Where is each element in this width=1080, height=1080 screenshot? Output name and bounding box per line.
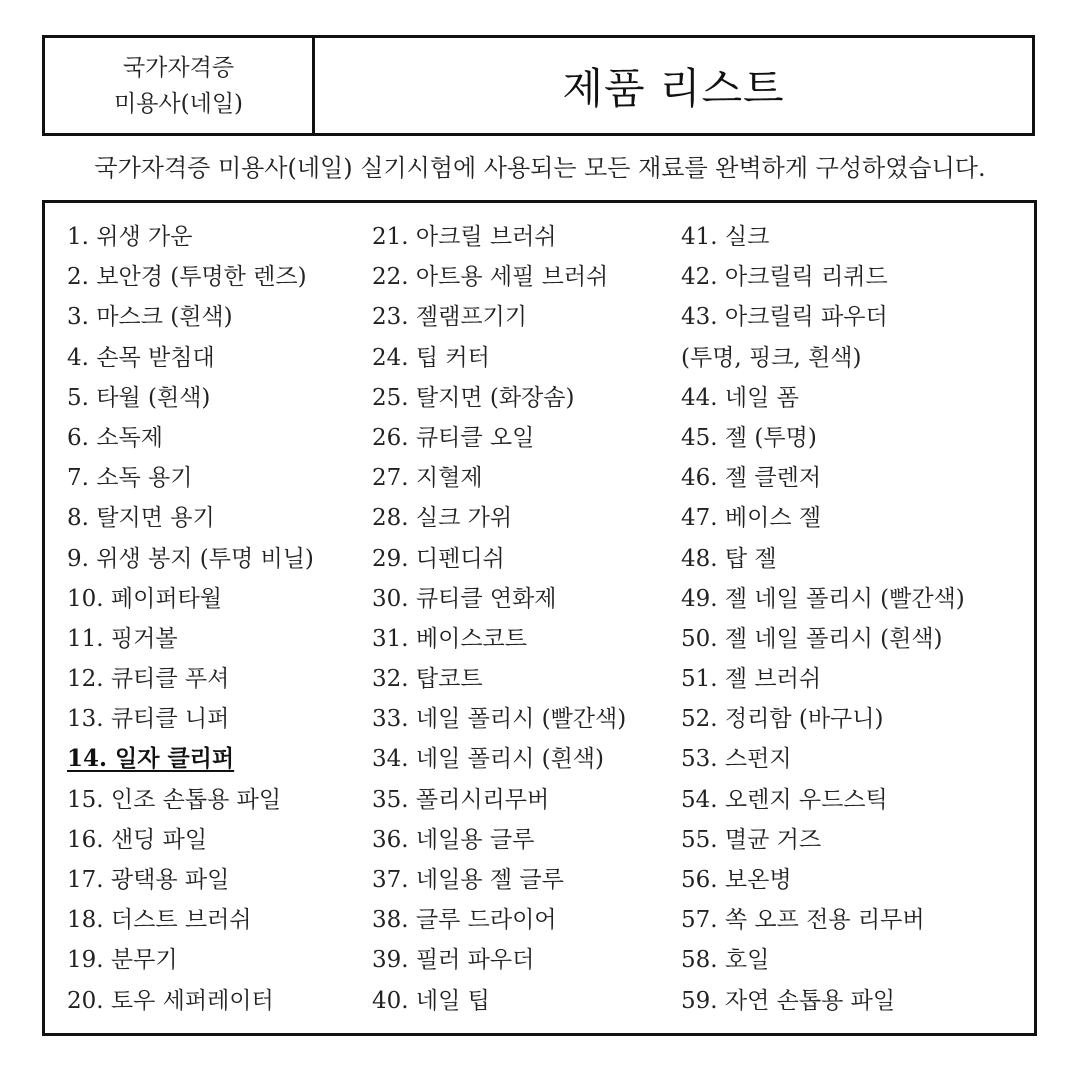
- list-item: 45. 젤 (투명): [681, 424, 817, 451]
- list-item: 31. 베이스코트: [372, 625, 527, 652]
- product-column-3: [681, 217, 965, 1021]
- list-item: 23. 젤램프기기: [372, 304, 527, 331]
- list-item: 38. 글루 드라이어: [372, 907, 557, 934]
- product-column-1: [67, 217, 314, 1021]
- description-text: 국가자격증 미용사(네일) 실기시험에 사용되는 모든 재료를 완벽하게 구성하였습니다.: [94, 154, 986, 182]
- list-item: 33. 네일 폴리시 (빨간색): [372, 706, 627, 733]
- list-item-emphasized: 14. 일자 클리퍼: [67, 745, 235, 773]
- list-item: 43. 아크릴릭 파우더: [681, 304, 888, 331]
- list-item: 3. 마스크 (흰색): [67, 304, 233, 331]
- list-item: 4. 손목 받침대: [67, 344, 215, 371]
- list-item: 51. 젤 브러쉬: [681, 666, 822, 693]
- list-item: 48. 탑 젤: [681, 545, 777, 572]
- list-item: 13. 큐티클 니퍼: [67, 706, 230, 733]
- list-item: 8. 탈지면 용기: [67, 505, 215, 532]
- certification-line-1: 국가자격증: [122, 54, 235, 81]
- list-item: 47. 베이스 젤: [681, 505, 822, 532]
- list-item: 26. 큐티클 오일: [372, 424, 535, 451]
- list-item: 56. 보온병: [681, 867, 792, 893]
- list-item: 12. 큐티클 푸셔: [67, 666, 230, 693]
- product-column-2: [372, 217, 626, 1021]
- list-item: 37. 네일용 젤 글루: [372, 867, 564, 893]
- list-item: 42. 아크릴릭 리퀴드: [681, 264, 888, 291]
- list-item: 54. 오렌지 우드스틱: [681, 786, 888, 813]
- list-item: 9. 위생 봉지 (투명 비닐): [67, 545, 314, 572]
- page-title: 제품 리스트: [562, 63, 785, 113]
- list-item: 53. 스펀지: [681, 746, 792, 773]
- list-item: 59. 자연 손톱용 파일: [681, 987, 896, 1014]
- list-item: 21. 아크릴 브러쉬: [372, 224, 557, 250]
- list-item: 41. 실크: [681, 224, 770, 250]
- product-list: [42, 200, 1037, 1036]
- list-item: 39. 필러 파우더: [372, 947, 535, 974]
- list-item: 24. 팁 커터: [372, 344, 490, 371]
- list-item: 1. 위생 가운: [67, 224, 193, 250]
- list-item: 58. 호일: [681, 947, 770, 974]
- list-item: 11. 핑거볼: [67, 625, 178, 652]
- list-item: 57. 쏙 오프 전용 리무버: [681, 907, 925, 934]
- list-item: 49. 젤 네일 폴리시 (빨간색): [681, 585, 965, 612]
- list-item: 19. 분무기: [67, 947, 178, 974]
- list-item: 27. 지혈제: [372, 465, 483, 492]
- list-item: 25. 탈지면 (화장솜): [372, 384, 575, 411]
- list-item: 50. 젤 네일 폴리시 (흰색): [681, 625, 943, 652]
- list-item: 7. 소독 용기: [67, 465, 193, 492]
- list-item: 18. 더스트 브러쉬: [67, 907, 252, 934]
- list-item: 6. 소독제: [67, 424, 163, 451]
- list-item: 35. 폴리시리무버: [372, 786, 550, 813]
- list-item: 16. 샌딩 파일: [67, 826, 208, 853]
- list-item: 40. 네일 팁: [372, 987, 490, 1014]
- list-item: 29. 디펜디쉬: [372, 545, 505, 572]
- list-item: 52. 정리함 (바구니): [681, 706, 884, 733]
- list-item: 2. 보안경 (투명한 렌즈): [67, 264, 307, 291]
- certification-line-2: 미용사(네일): [113, 90, 244, 117]
- header-box: [42, 35, 1035, 136]
- list-item: 10. 페이퍼타월: [67, 585, 222, 612]
- list-item: 46. 젤 클렌저: [681, 465, 822, 492]
- list-item: 34. 네일 폴리시 (흰색): [372, 746, 604, 773]
- list-item: 17. 광택용 파일: [67, 867, 230, 893]
- list-item: 5. 타월 (흰색): [67, 384, 211, 411]
- list-item: 55. 멸균 거즈: [681, 826, 822, 853]
- list-item: 28. 실크 가위: [372, 505, 513, 532]
- list-item: 32. 탑코트: [372, 666, 483, 693]
- list-item: 20. 토우 세퍼레이터: [67, 987, 274, 1014]
- list-item: 36. 네일용 글루: [372, 826, 535, 853]
- list-item: 30. 큐티클 연화제: [372, 585, 557, 612]
- certification-label: [45, 38, 315, 133]
- list-item: 22. 아트용 세필 브러쉬: [372, 264, 609, 291]
- list-item: 15. 인조 손톱용 파일: [67, 786, 282, 813]
- list-item: 44. 네일 폼: [681, 384, 799, 411]
- list-item-continuation: (투명, 핑크, 흰색): [681, 344, 862, 371]
